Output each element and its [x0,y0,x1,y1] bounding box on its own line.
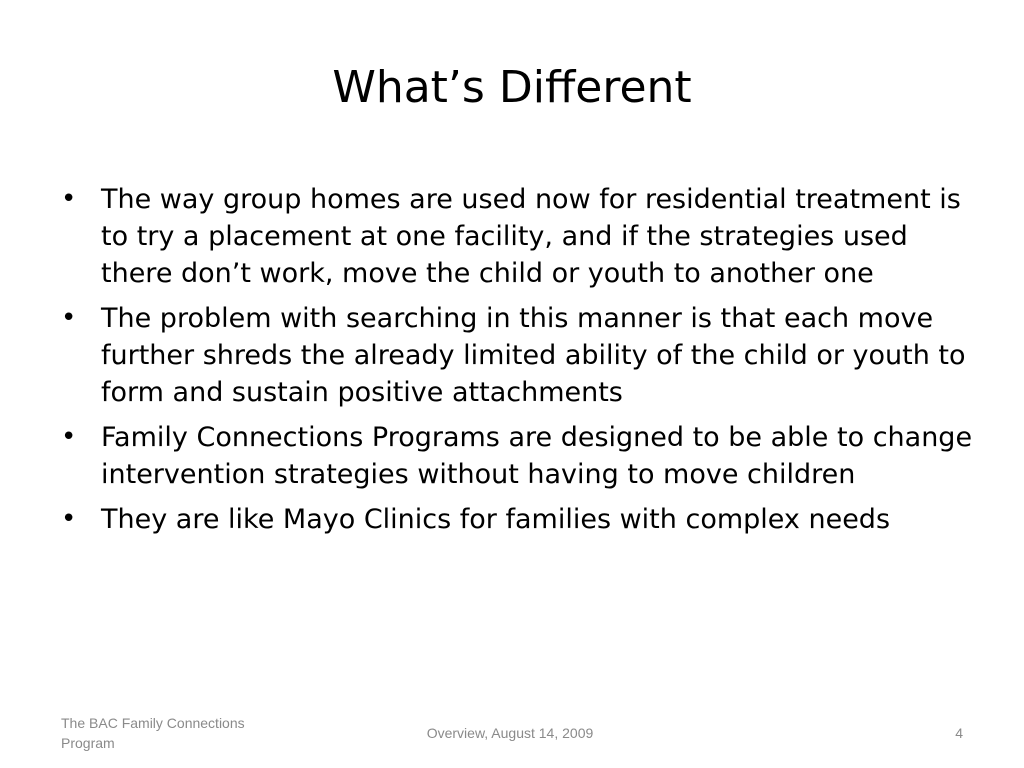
bullet-list [61,181,981,546]
bullet-marker: • [61,422,77,452]
footer-program-name: The BAC Family Connections Program [61,715,245,751]
bullet-item [61,300,981,411]
bullet-item [61,501,981,538]
bullet-text: Family Connections Programs are designed to be able to change intervention strategies without having to move children [101,422,973,490]
bullet-text: The problem with searching in this manner is that each move further shreds the already limited ability of the child or youth to form and sustain positive attachments [101,303,966,408]
footer-date: Overview, August 14, 2009 [426,725,594,741]
bullet-item [61,181,981,292]
bullet-text: The way group homes are used now for residential treatment is to try a placement at one facility, and if the strategies used there don’t work, move the child or youth to another one [101,184,961,289]
bullet-marker: • [61,184,77,214]
slide-title: What’s Different [332,62,692,113]
bullet-text: They are like Mayo Clinics for families with complex needs [101,504,891,535]
bullet-marker: • [61,504,77,534]
bullet-marker: • [61,303,77,333]
bullet-item [61,419,981,493]
footer-page-number: 4 [955,725,963,741]
